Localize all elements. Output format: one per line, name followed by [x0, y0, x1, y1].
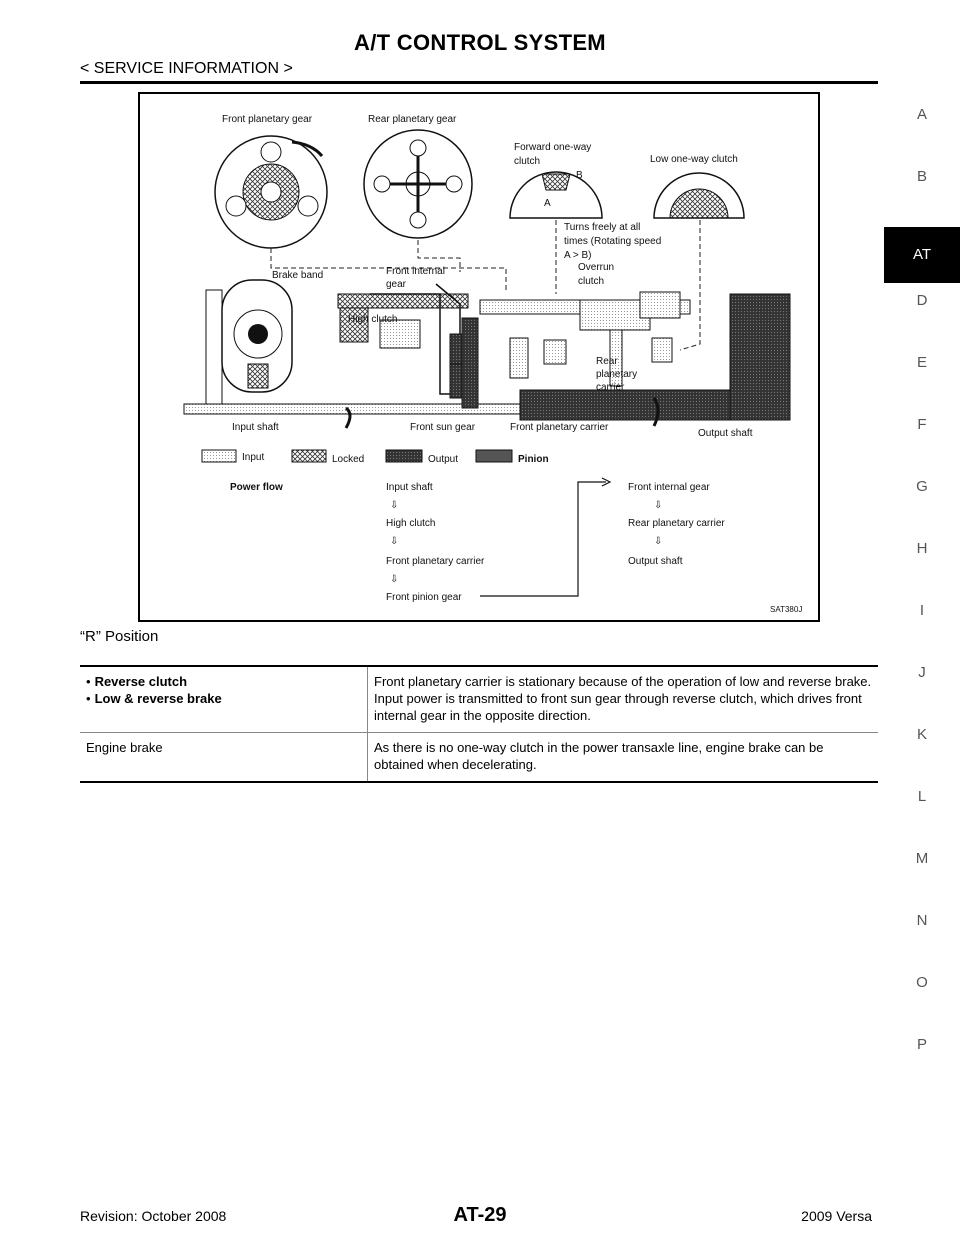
arrow-down-icon: ⇩ [390, 536, 399, 547]
forward-one-way-clutch-graphic [510, 142, 602, 218]
side-tab-n[interactable]: N [916, 912, 928, 929]
legend-locked: Locked [332, 454, 365, 465]
side-tab-k[interactable]: K [916, 726, 927, 743]
side-tab-p[interactable]: P [916, 1036, 927, 1053]
table-row [80, 732, 878, 781]
arrow-down-icon: ⇩ [390, 500, 399, 511]
arrow-down-icon: ⇩ [654, 536, 663, 547]
label-high-clutch: High clutch [348, 314, 398, 325]
item-reverse-clutch: • Reverse clutch [86, 673, 367, 690]
arrow-down-icon: ⇩ [390, 574, 399, 585]
legend [202, 450, 549, 465]
label-rear-carrier-2: planetary [596, 369, 638, 380]
label-b: B [576, 170, 583, 181]
flow-left-step-2: High clutch [386, 518, 436, 529]
label-overrun-2: clutch [578, 276, 605, 287]
header-rule [80, 81, 878, 84]
flow-left-step-3: Front planetary carrier [386, 556, 485, 567]
label-forward-one-way-1: Forward one-way [514, 142, 592, 153]
footer-page-number: AT-29 [453, 1204, 507, 1226]
flow-left-step-4: Front pinion gear [386, 592, 462, 603]
side-tab-f[interactable]: F [917, 416, 927, 433]
legend-pinion: Pinion [518, 454, 549, 465]
flow-right-step-2: Rear planetary carrier [628, 518, 725, 529]
flow-left-step-1: Input shaft [386, 482, 433, 493]
label-front-planetary-gear: Front planetary gear [222, 114, 313, 125]
side-tab-at[interactable]: AT [884, 227, 960, 283]
label-low-one-way-clutch: Low one-way clutch [650, 154, 738, 165]
page-title: A/T CONTROL SYSTEM [354, 30, 606, 55]
side-tab-m[interactable]: M [915, 850, 929, 867]
footer-model: 2009 Versa [801, 1208, 872, 1224]
label-a: A [544, 198, 551, 209]
side-tab-h[interactable]: H [916, 540, 928, 557]
side-tab-i[interactable]: I [919, 602, 925, 619]
arrow-down-icon: ⇩ [654, 500, 663, 511]
label-brake-band: Brake band [272, 270, 324, 281]
label-rear-carrier-3: carrier [596, 382, 625, 393]
flow-right-step-3: Output shaft [628, 556, 683, 567]
section-subtitle: < SERVICE INFORMATION > [80, 60, 293, 77]
table-cell-description: Front planetary carrier is stationary because of the operation of low and reverse brake. Input power is transmitted to front sun gear through reverse clutch, which drives front internal gear in the opposite direction. [374, 674, 872, 723]
label-front-internal-1: Front internal [386, 266, 445, 277]
side-tab-g[interactable]: G [916, 478, 928, 495]
label-rear-planetary-gear: Rear planetary gear [368, 114, 457, 125]
legend-output: Output [428, 454, 459, 465]
table-cell-description: As there is no one-way clutch in the power transaxle line, engine brake can be obtained when decelerating. [374, 740, 824, 772]
label-turns-freely-1: Turns freely at all [564, 222, 641, 233]
side-tab-j[interactable]: J [918, 664, 926, 681]
power-flow-diagram [138, 92, 820, 622]
side-tab-b[interactable]: B [916, 168, 927, 185]
transaxle-cross-section [184, 280, 790, 428]
side-tab-l[interactable]: L [917, 788, 927, 805]
figure-caption: “R” Position [80, 628, 159, 645]
rear-planetary-gear-graphic [364, 114, 472, 238]
side-tab-e[interactable]: E [916, 354, 927, 371]
label-overrun-1: Overrun [578, 262, 615, 273]
label-output-shaft: Output shaft [698, 428, 753, 439]
figure-id: SAT380J [770, 605, 803, 614]
label-front-planetary-carrier: Front planetary carrier [510, 422, 609, 433]
low-one-way-clutch-graphic [650, 154, 744, 218]
legend-input: Input [242, 452, 265, 463]
label-front-internal-2: gear [386, 279, 407, 290]
side-tab-o[interactable]: O [916, 974, 928, 991]
side-tab-a[interactable]: A [916, 106, 927, 123]
label-front-sun-gear: Front sun gear [410, 422, 476, 433]
label-rear-carrier-1: Rear [596, 356, 618, 367]
side-tab-d[interactable]: D [916, 292, 928, 309]
label-input-shaft: Input shaft [232, 422, 279, 433]
table-row [80, 667, 878, 732]
item-low-reverse-brake: • Low & reverse brake [86, 690, 367, 707]
side-index-tabs [884, 100, 960, 1092]
item-engine-brake: Engine brake [80, 733, 368, 781]
flow-right-step-1: Front internal gear [628, 482, 710, 493]
front-planetary-gear-graphic [215, 114, 327, 248]
operation-table [80, 665, 878, 783]
label-turns-freely-2: times (Rotating speed [564, 236, 662, 247]
footer-revision: Revision: October 2008 [80, 1208, 227, 1224]
label-turns-freely-3: A > B) [564, 250, 592, 261]
table-cell-items [80, 667, 368, 732]
label-forward-one-way-2: clutch [514, 156, 541, 167]
power-flow-sequence [230, 478, 725, 603]
power-flow-title: Power flow [230, 482, 283, 493]
